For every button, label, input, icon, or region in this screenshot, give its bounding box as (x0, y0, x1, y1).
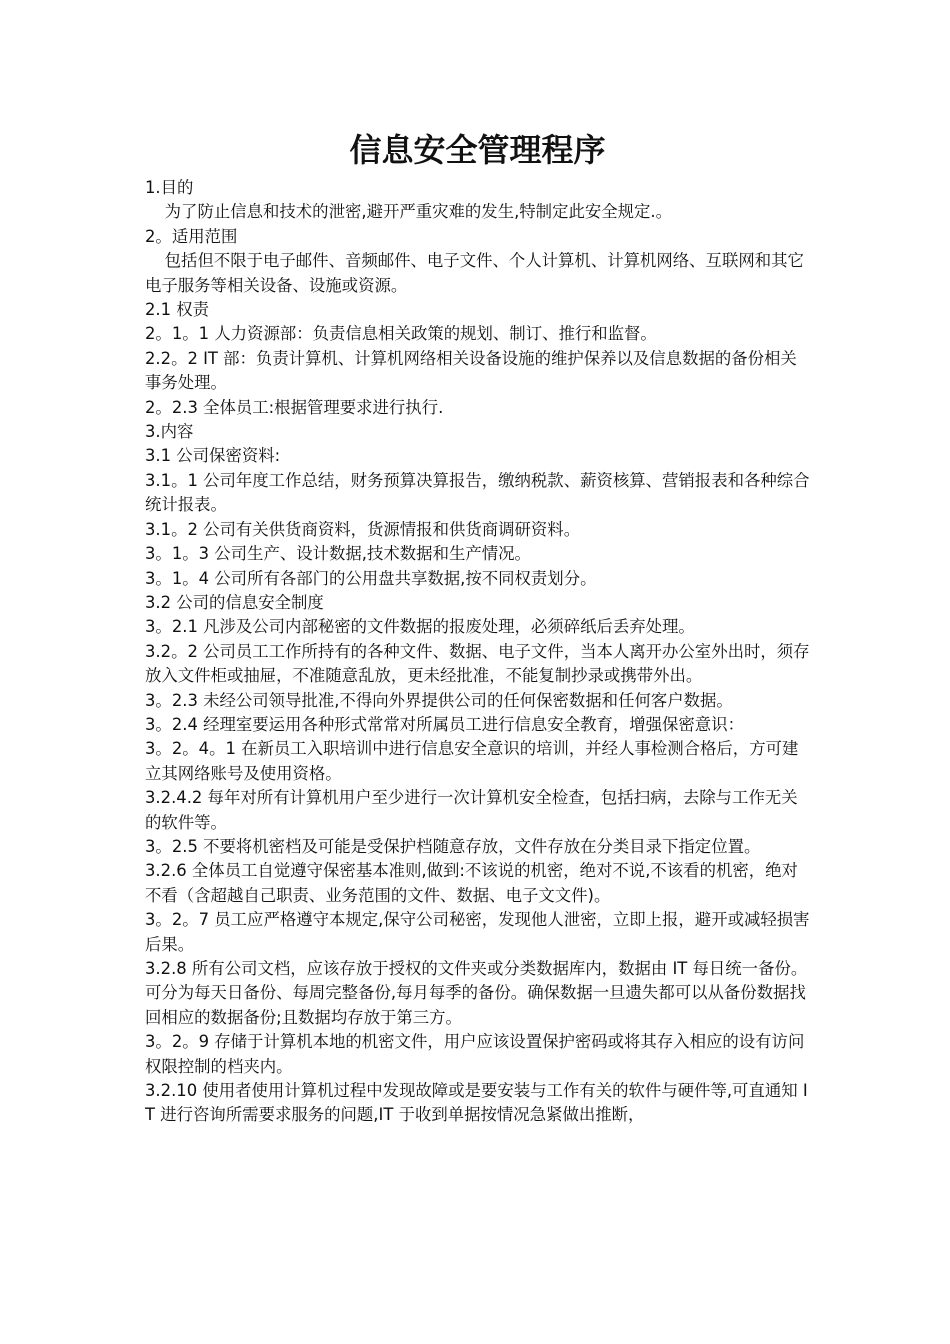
clause-3-2-4-1: 3。2。4。1 在新员工入职培训中进行信息安全意识的培训，并经人事检测合格后，方可建立其网络账号及使用资格。 (145, 739, 799, 783)
document-body (145, 128, 810, 1128)
clause-3-2-5: 3。2.5 不要将机密档及可能是受保护档随意存放，文件存放在分类目录下指定位置。 (145, 836, 761, 856)
section-heading-purpose: 1.目的 (145, 178, 194, 197)
clause-2-1-1: 2。1。1 人力资源部：负责信息相关政策的规划、制订、推行和监督。 (145, 324, 657, 344)
clause-3-2-4: 3。2.4 经理室要运用各种形式常常对所属员工进行信息安全教育，增强保密意识： (145, 714, 744, 734)
document-title: 信息安全管理程序 (349, 131, 606, 169)
purpose-text: 为了防止信息和技术的泄密,避开严重灾难的发生,特制定此安全规定.。 (164, 202, 673, 222)
clause-2-2-3: 2。2.3 全体员工:根据管理要求进行执行. (145, 397, 444, 417)
section-heading-responsibilities: 2.1 权责 (145, 300, 210, 320)
section-heading-scope: 2。适用范围 (145, 226, 238, 246)
clause-3-2-10: 3.2.10 使用者使用计算机过程中发现故障或是要安装与工作有关的软件与硬件等,可直通知 IT 进行咨询所需要求服务的问题,IT 于收到单据按情况急紧做出推断， (145, 1081, 808, 1125)
clause-3-2-3: 3。2.3 未经公司领导批准,不得向外界提供公司的任何保密数据和任何客户数据。 (145, 690, 733, 710)
clause-3-1-2: 3.1。2 公司有关供货商资料，货源情报和供货商调研资料。 (145, 519, 581, 539)
clause-3-2-6: 3.2.6 全体员工自觉遵守保密基本准则,做到:不该说的机密，绝对不说,不该看的机密，绝对不看（含超越自己职责、业务范围的文件、数据、电子文文件)。 (145, 861, 798, 905)
clause-3-2-7: 3。2。7 员工应严格遵守本规定,保守公司秘密，发现他人泄密，立即上报，避开或减轻损害后果。 (145, 910, 810, 954)
clause-3-1-4: 3。1。4 公司所有各部门的公用盘共享数据,按不同权责划分。 (145, 568, 597, 588)
clause-2-2-2: 2.2。2 IT 部：负责计算机、计算机网络相关设备设施的维护保养以及信息数据的备份相关事务处理。 (145, 348, 797, 393)
clause-3-1-1: 3.1。1 公司年度工作总结，财务预算决算报告，缴纳税款、薪资核算、营销报表和各种综合统计报表。 (145, 470, 810, 515)
scope-text: 包括但不限于电子邮件、音频邮件、电子文件、个人计算机、计算机网络、互联网和其它电子服务等相关设备、设施或资源。 (145, 251, 804, 295)
subsection-heading-3-1: 3.1 公司保密资料: (145, 446, 281, 466)
section-heading-content: 3.内容 (145, 422, 194, 442)
clause-3-2-2: 3.2。2 公司员工工作所持有的各种文件、数据、电子文件，当本人离开办公室外出时，须存放入文件柜或抽屉，不准随意乱放，更未经批准，不能复制抄录或携带外出。 (145, 641, 810, 686)
clause-3-1-3: 3。1。3 公司生产、设计数据,技术数据和生产情况。 (145, 544, 531, 564)
clause-3-2-1: 3。2.1 凡涉及公司内部秘密的文件数据的报废处理，必须碎纸后丢弃处理。 (145, 617, 695, 637)
clause-3-2-9: 3。2。9 存储于计算机本地的机密文件，用户应该设置保护密码或将其存入相应的设有访问权限控制的档夹内。 (145, 1032, 805, 1076)
clause-3-2-8: 3.2.8 所有公司文档，应该存放于授权的文件夹或分类数据库内，数据由 IT 每日统一备份。可分为每天日备份、每周完整备份,每月每季的备份。确保数据一旦遗失都可以从备份数据找回相应的数据备份;且数据均存放于第三方。 (145, 959, 808, 1027)
clause-3-2-4-2: 3.2.4.2 每年对所有计算机用户至少进行一次计算机安全检查，包括扫病，去除与工作无关的软件等。 (145, 788, 798, 832)
subsection-heading-3-2: 3.2 公司的信息安全制度 (145, 592, 324, 612)
